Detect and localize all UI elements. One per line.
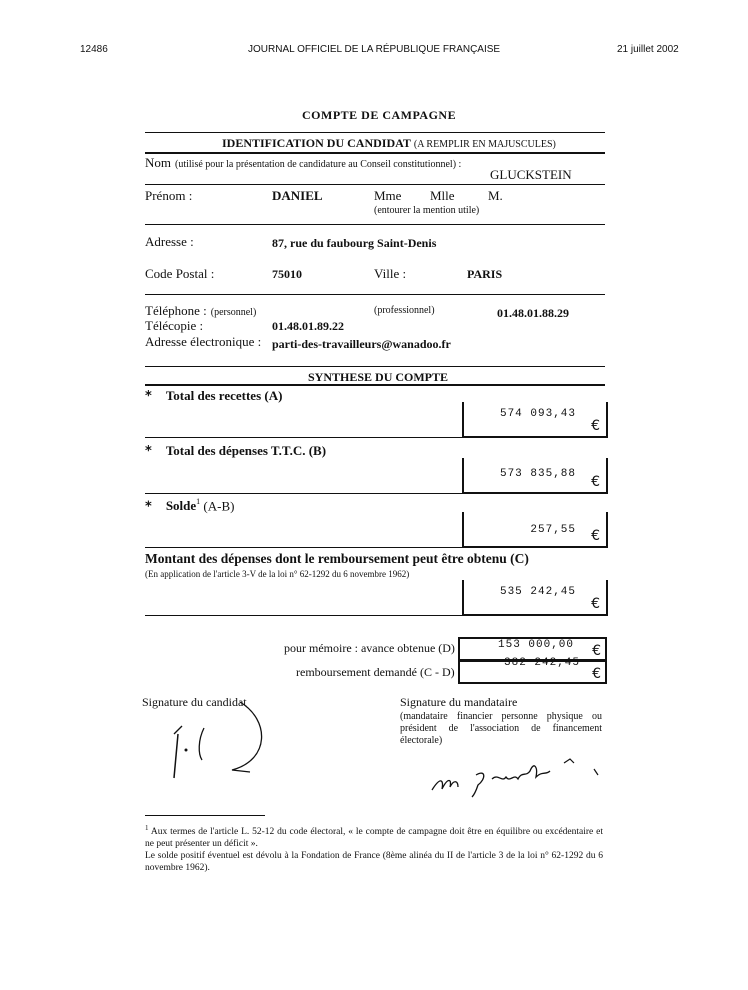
fax-label: Télécopie : (145, 318, 204, 333)
synthese-heading: SYNTHESE DU COMPTE (308, 370, 449, 384)
mandataire-signature-label: Signature du mandataire (400, 695, 518, 709)
journal-title: JOURNAL OFFICIEL DE LA RÉPUBLIQUE FRANÇAISE (248, 44, 501, 55)
rule-montant (145, 615, 605, 616)
civility-mme: Mme (374, 188, 402, 203)
adresse-value: 87, rue du faubourg Saint-Denis (272, 236, 437, 250)
remboursement-label: remboursement demandé (C - D) (296, 665, 455, 679)
remboursement-value: 382 242,45 (504, 657, 581, 669)
rule-recettes (145, 437, 605, 438)
ville-label: Ville : (374, 266, 407, 281)
avance-label: pour mémoire : avance obtenue (D) (284, 641, 455, 655)
civility-note: (entourer la mention utile) (374, 205, 480, 216)
asterisk-icon: * (145, 499, 152, 515)
depenses-row: * Total des dépenses T.T.C. (B) (145, 443, 327, 459)
depenses-box (462, 458, 608, 494)
asterisk-icon: * (145, 444, 152, 459)
rule-cp (145, 294, 605, 295)
email-label: Adresse électronique : (145, 334, 262, 349)
civility-m: M. (488, 188, 503, 203)
avance-value: 153 000,00 (498, 639, 575, 651)
montant-label: Montant des dépenses dont le remboursement peut être obtenu (C) (145, 551, 529, 566)
solde-row: * Solde$^1$ (A-B) (145, 497, 235, 515)
footnote-line-2: Le solde positif éventuel est dévolu à la Fondation de France (8ème alinéa du II de l'article 3 de la loi n° 62-1292 du 6 novembre 1962). (145, 851, 603, 874)
rule-synthese-top (145, 366, 605, 367)
recettes-row: * Total des recettes (A) (145, 388, 283, 404)
prenom-label: Prénom : (145, 188, 193, 203)
footnote-rule (145, 815, 265, 816)
email-value: parti-des-travailleurs@wanadoo.fr (272, 337, 451, 351)
tel-pro-note: (professionnel) (374, 305, 435, 316)
cp-value: 75010 (272, 267, 302, 281)
mandataire-note: (mandataire financier personne physique ou président de l'association de financement électorale) (400, 711, 602, 746)
civility-mlle: Mlle (430, 188, 455, 203)
rule-solde (145, 547, 605, 548)
solde-box (462, 512, 608, 548)
rule-nom (145, 184, 605, 185)
fax-value: 01.48.01.89.22 (272, 319, 344, 333)
candidat-signature-label: Signature du candidat (142, 695, 247, 709)
rule-synthese (145, 384, 605, 386)
footnote-marker: 1 (196, 497, 201, 506)
ville-value: PARIS (467, 267, 503, 281)
prenom-value: DANIEL (272, 188, 323, 203)
euro-icon: € (592, 666, 601, 682)
asterisk-icon: * (145, 389, 152, 404)
rule-depenses (145, 493, 605, 494)
solde-value: 257,55 (530, 524, 576, 536)
montant-value: 535 242,45 (499, 586, 576, 598)
nom-row: Nom (utilisé pour la présentation de candidature au Conseil constitutionnel) : (145, 155, 462, 170)
montant-note: (En application de l'article 3-V de la loi n° 62-1292 du 6 novembre 1962) (145, 569, 410, 579)
identification-heading: IDENTIFICATION DU CANDIDAT (A REMPLIR EN MAJUSCULES) (222, 136, 556, 150)
document-title: COMPTE DE CAMPAGNE (302, 108, 457, 122)
footnote: $^1$ Aux termes de l'article L. 52-12 du code électoral, « le compte de campagne doit être en équilibre ou excédentaire et ne peut présenter un déficit ». Le solde positif éventuel est dévolu à la Fondation de France (8ème alinéa du II de l'article 3 de la loi n° 62-1292 du 6 novembre 1962). (145, 824, 603, 874)
footnote-line-1: Aux termes de l'article L. 52-12 du code électoral, « le compte de campagne doit être en équilibre ou excédentaire et ne peut présenter un déficit ». (145, 827, 603, 850)
euro-icon: € (591, 528, 600, 544)
recettes-value: 574 093,43 (499, 408, 576, 420)
recettes-box (462, 402, 608, 438)
montant-box (462, 580, 608, 616)
depenses-value: 573 835,88 (499, 468, 576, 480)
mandataire-signature (430, 755, 610, 800)
euro-icon: € (591, 474, 600, 490)
tel-pro-value: 01.48.01.88.29 (497, 306, 569, 320)
publication-date: 21 juillet 2002 (617, 44, 679, 55)
rule-prenom (145, 224, 605, 225)
euro-icon: € (591, 418, 600, 434)
euro-icon: € (592, 643, 601, 659)
remboursement-box (458, 657, 607, 684)
rule-top (145, 132, 605, 133)
adresse-label: Adresse : (145, 234, 194, 249)
nom-value: GLUCKSTEIN (490, 167, 572, 182)
cp-label: Code Postal : (145, 266, 215, 281)
candidat-signature (160, 700, 280, 790)
euro-icon: € (591, 596, 600, 612)
tel-row: Téléphone : (personnel) (145, 303, 257, 318)
page-number: 12486 (80, 44, 108, 55)
